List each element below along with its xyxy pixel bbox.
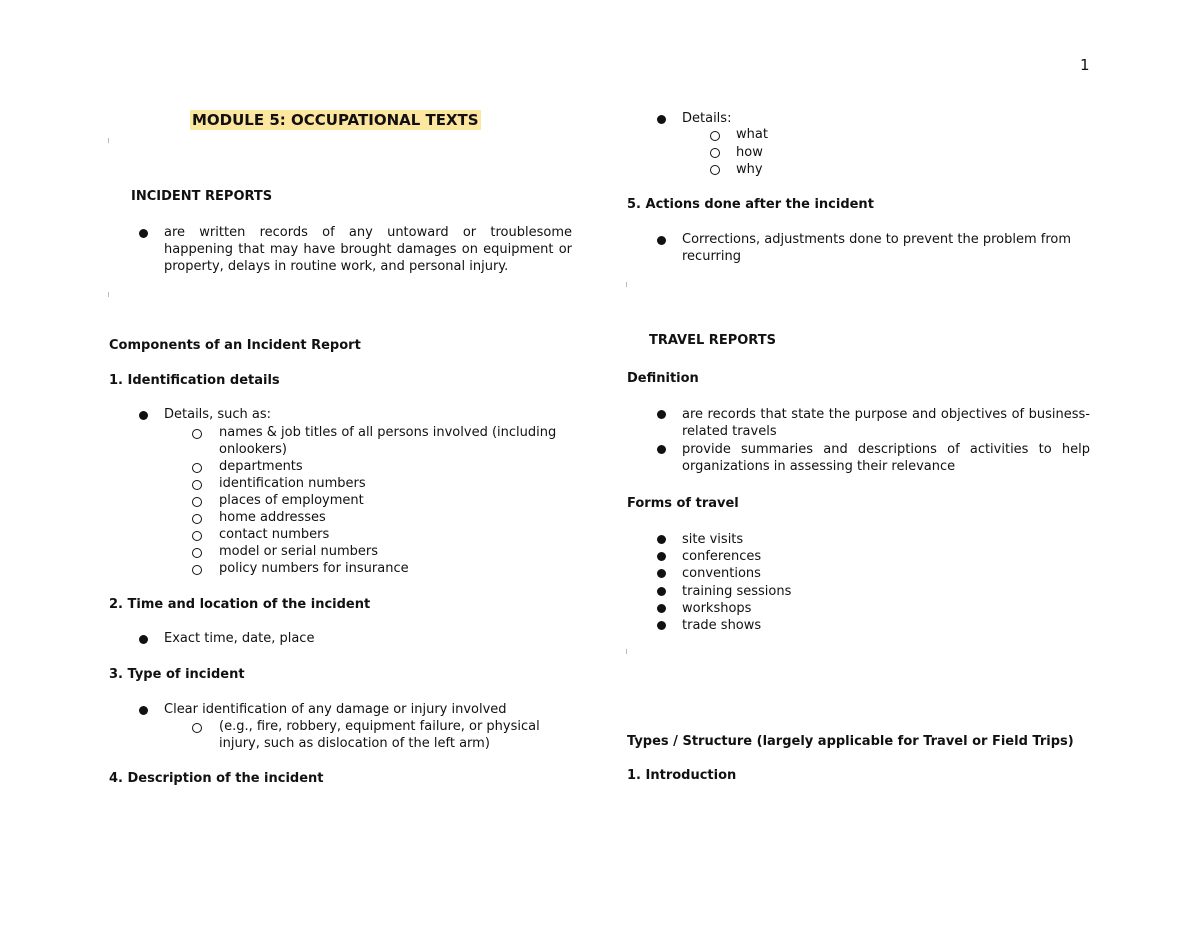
bullet-icon [139, 635, 148, 644]
section-3-bullet: Clear identification of any damage or injury involved [164, 702, 507, 717]
circle-bullet-icon [192, 463, 202, 473]
bullet-icon [139, 706, 148, 715]
list-item: why [736, 162, 763, 177]
circle-bullet-icon [192, 723, 202, 733]
list-item: model or serial numbers [219, 544, 378, 559]
section-2-heading: 2. Time and location of the incident [109, 597, 371, 612]
bullet-icon [657, 410, 666, 419]
bullet-icon [657, 587, 666, 596]
circle-bullet-icon [192, 514, 202, 524]
circle-bullet-icon [710, 165, 720, 175]
list-item: conferences [682, 549, 762, 564]
list-item: policy numbers for insurance [219, 561, 409, 576]
bullet-icon [139, 411, 148, 420]
list-item: places of employment [219, 493, 364, 508]
forms-heading: Forms of travel [627, 496, 739, 511]
circle-bullet-icon [192, 497, 202, 507]
travel-definition: provide summaries and descriptions of activities to help organizations in assessing their relevance [682, 442, 1090, 474]
definition-heading: Definition [627, 371, 699, 386]
introduction-heading: 1. Introduction [627, 768, 737, 783]
page-number: 1 [1080, 56, 1090, 74]
section-5-bullet: Corrections, adjustments done to prevent the problem from recurring [682, 232, 1072, 264]
bullet-icon [657, 236, 666, 245]
bullet-icon [657, 535, 666, 544]
list-item: names & job titles of all persons involved (including onlookers) [219, 425, 557, 457]
types-heading: Types / Structure (largely applicable for Travel or Field Trips) [627, 734, 1074, 749]
section-2-bullet: Exact time, date, place [164, 631, 315, 646]
circle-bullet-icon [710, 131, 720, 141]
circle-bullet-icon [192, 548, 202, 558]
section-5-heading: 5. Actions done after the incident [627, 197, 874, 212]
bullet-icon [657, 569, 666, 578]
bullet-icon [657, 552, 666, 561]
circle-bullet-icon [192, 480, 202, 490]
list-item: trade shows [682, 618, 762, 633]
section-3-heading: 3. Type of incident [109, 667, 245, 682]
list-item: training sessions [682, 584, 792, 599]
list-item: how [736, 145, 763, 160]
travel-definition: are records that state the purpose and objectives of business-related travels [682, 407, 1090, 439]
bullet-icon [139, 229, 148, 238]
circle-bullet-icon [192, 565, 202, 575]
bullet-icon [657, 445, 666, 454]
list-item: departments [219, 459, 303, 474]
circle-bullet-icon [710, 148, 720, 158]
circle-bullet-icon [192, 531, 202, 541]
section-1-heading: 1. Identification details [109, 373, 280, 388]
section-4-heading: 4. Description of the incident [109, 771, 324, 786]
bullet-icon [657, 604, 666, 613]
margin-mark [626, 282, 627, 287]
list-item: conventions [682, 566, 761, 581]
margin-mark [108, 138, 109, 143]
bullet-icon [657, 621, 666, 630]
section-3-sub: (e.g., fire, robbery, equipment failure, or physical injury, such as dislocation of the left arm) [219, 719, 540, 751]
margin-mark [108, 292, 109, 297]
section-4-bullet: Details: [682, 111, 732, 126]
list-item: what [736, 127, 768, 142]
components-heading: Components of an Incident Report [109, 338, 361, 353]
circle-bullet-icon [192, 429, 202, 439]
list-item: identification numbers [219, 476, 366, 491]
list-item: contact numbers [219, 527, 330, 542]
incident-definition: are written records of any untoward or troublesome happening that may have brought damages on equipment or property, delays in routine work, and personal injury. [164, 225, 572, 274]
list-item: home addresses [219, 510, 326, 525]
incident-reports-heading: INCIDENT REPORTS [131, 189, 273, 204]
margin-mark [626, 649, 627, 654]
list-item: workshops [682, 601, 752, 616]
list-item: site visits [682, 532, 744, 547]
bullet-icon [657, 115, 666, 124]
section-1-bullet: Details, such as: [164, 407, 271, 422]
travel-reports-heading: TRAVEL REPORTS [649, 333, 776, 348]
module-title: MODULE 5: OCCUPATIONAL TEXTS [192, 111, 479, 129]
